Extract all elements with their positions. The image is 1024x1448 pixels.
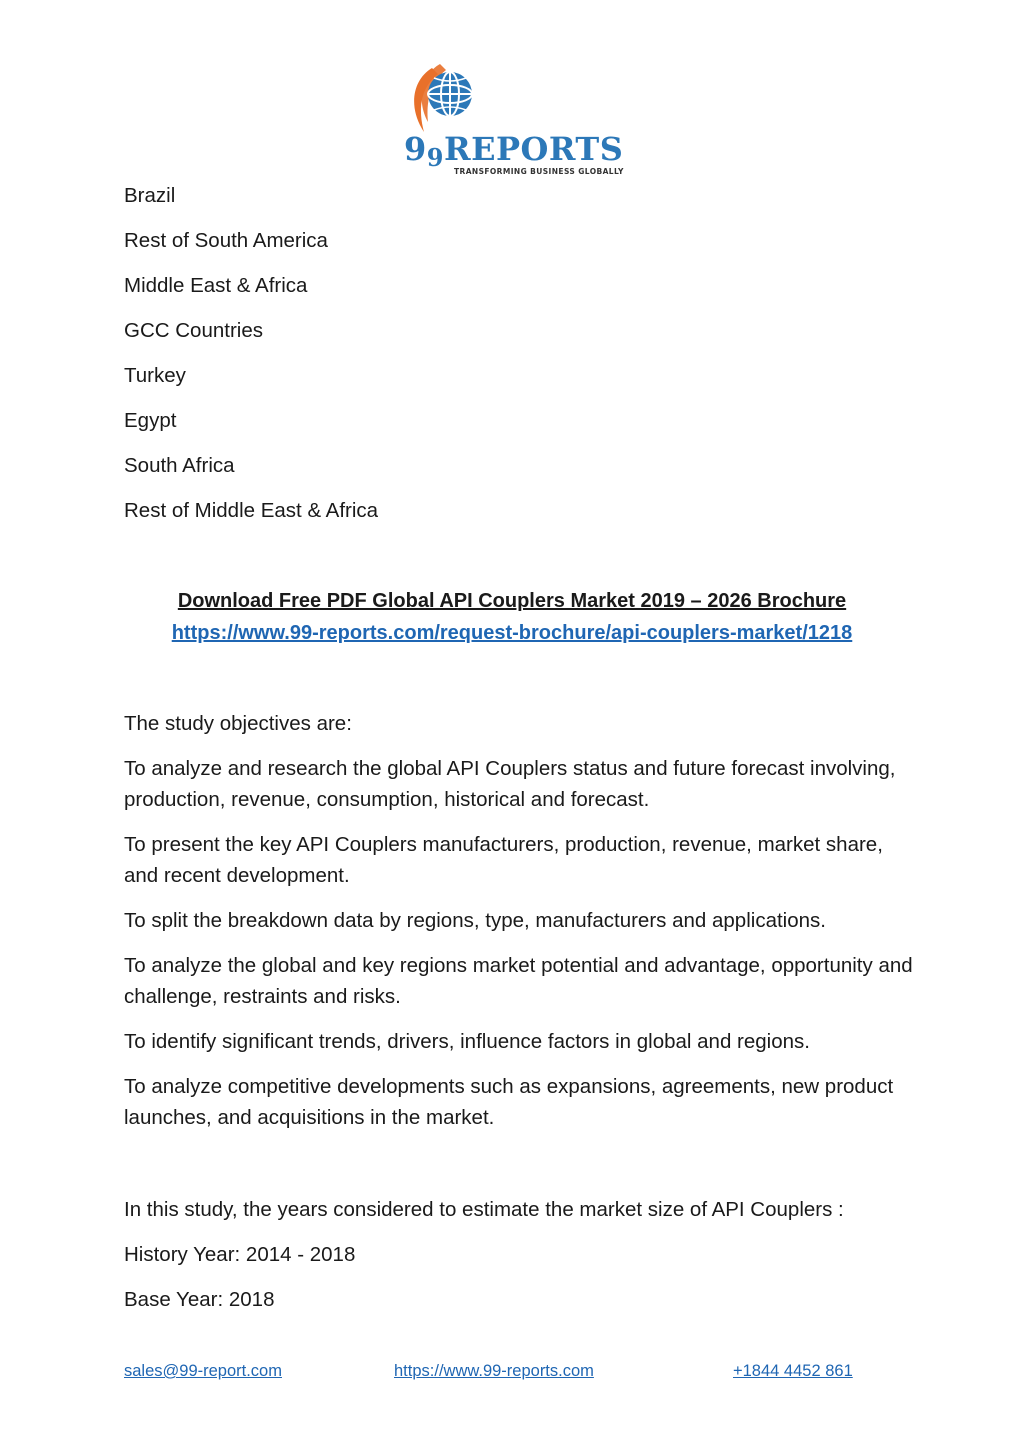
objective-item: To identify significant trends, drivers, influence factors in global and regions. <box>124 1030 810 1053</box>
region-item: Brazil <box>124 184 176 207</box>
objective-item: To analyze competitive developments such as expansions, agreements, new product launches, and acquisitions in the market. <box>124 1075 894 1129</box>
company-logo <box>404 60 624 185</box>
footer-phone-link[interactable]: +1844 4452 861 <box>733 1362 853 1380</box>
logo-wordmark: 99REPORTS <box>404 130 624 172</box>
study-years-intro: In this study, the years considered to estimate the market size of API Couplers : <box>124 1198 844 1221</box>
region-item: Rest of South America <box>124 229 328 252</box>
region-item: Turkey <box>124 364 186 387</box>
region-item: Rest of Middle East & Africa <box>124 499 379 522</box>
brochure-download-link[interactable]: Download Free PDF Global API Couplers Market 2019 – 2026 Brochure <box>177 590 847 612</box>
objectives-heading: The study objectives are: <box>124 712 352 735</box>
objective-item: To analyze the global and key regions market potential and advantage, opportunity and challenge, restraints and risks. <box>124 954 913 1008</box>
logo-tagline: TRANSFORMING BUSINESS GLOBALLY <box>454 167 624 176</box>
history-year: History Year: 2014 - 2018 <box>124 1243 356 1266</box>
footer-website-link[interactable]: https://www.99-reports.com <box>394 1362 594 1380</box>
objective-item: To split the breakdown data by regions, type, manufacturers and applications. <box>124 909 826 932</box>
region-item: GCC Countries <box>124 319 263 342</box>
globe-icon <box>404 60 624 140</box>
region-item: Egypt <box>124 409 177 432</box>
base-year: Base Year: 2018 <box>124 1288 275 1311</box>
footer-email-link[interactable]: sales@99-report.com <box>124 1362 282 1380</box>
objective-item: To present the key API Couplers manufacturers, production, revenue, market share, and recent development. <box>124 833 883 887</box>
region-item: Middle East & Africa <box>124 274 308 297</box>
region-item: South Africa <box>124 454 235 477</box>
brochure-url-link[interactable]: https://www.99-reports.com/request-brochure/api-couplers-market/1218 <box>171 622 853 644</box>
objective-item: To analyze and research the global API Couplers status and future forecast involving, production, revenue, consumption, historical and forecast. <box>124 757 896 811</box>
